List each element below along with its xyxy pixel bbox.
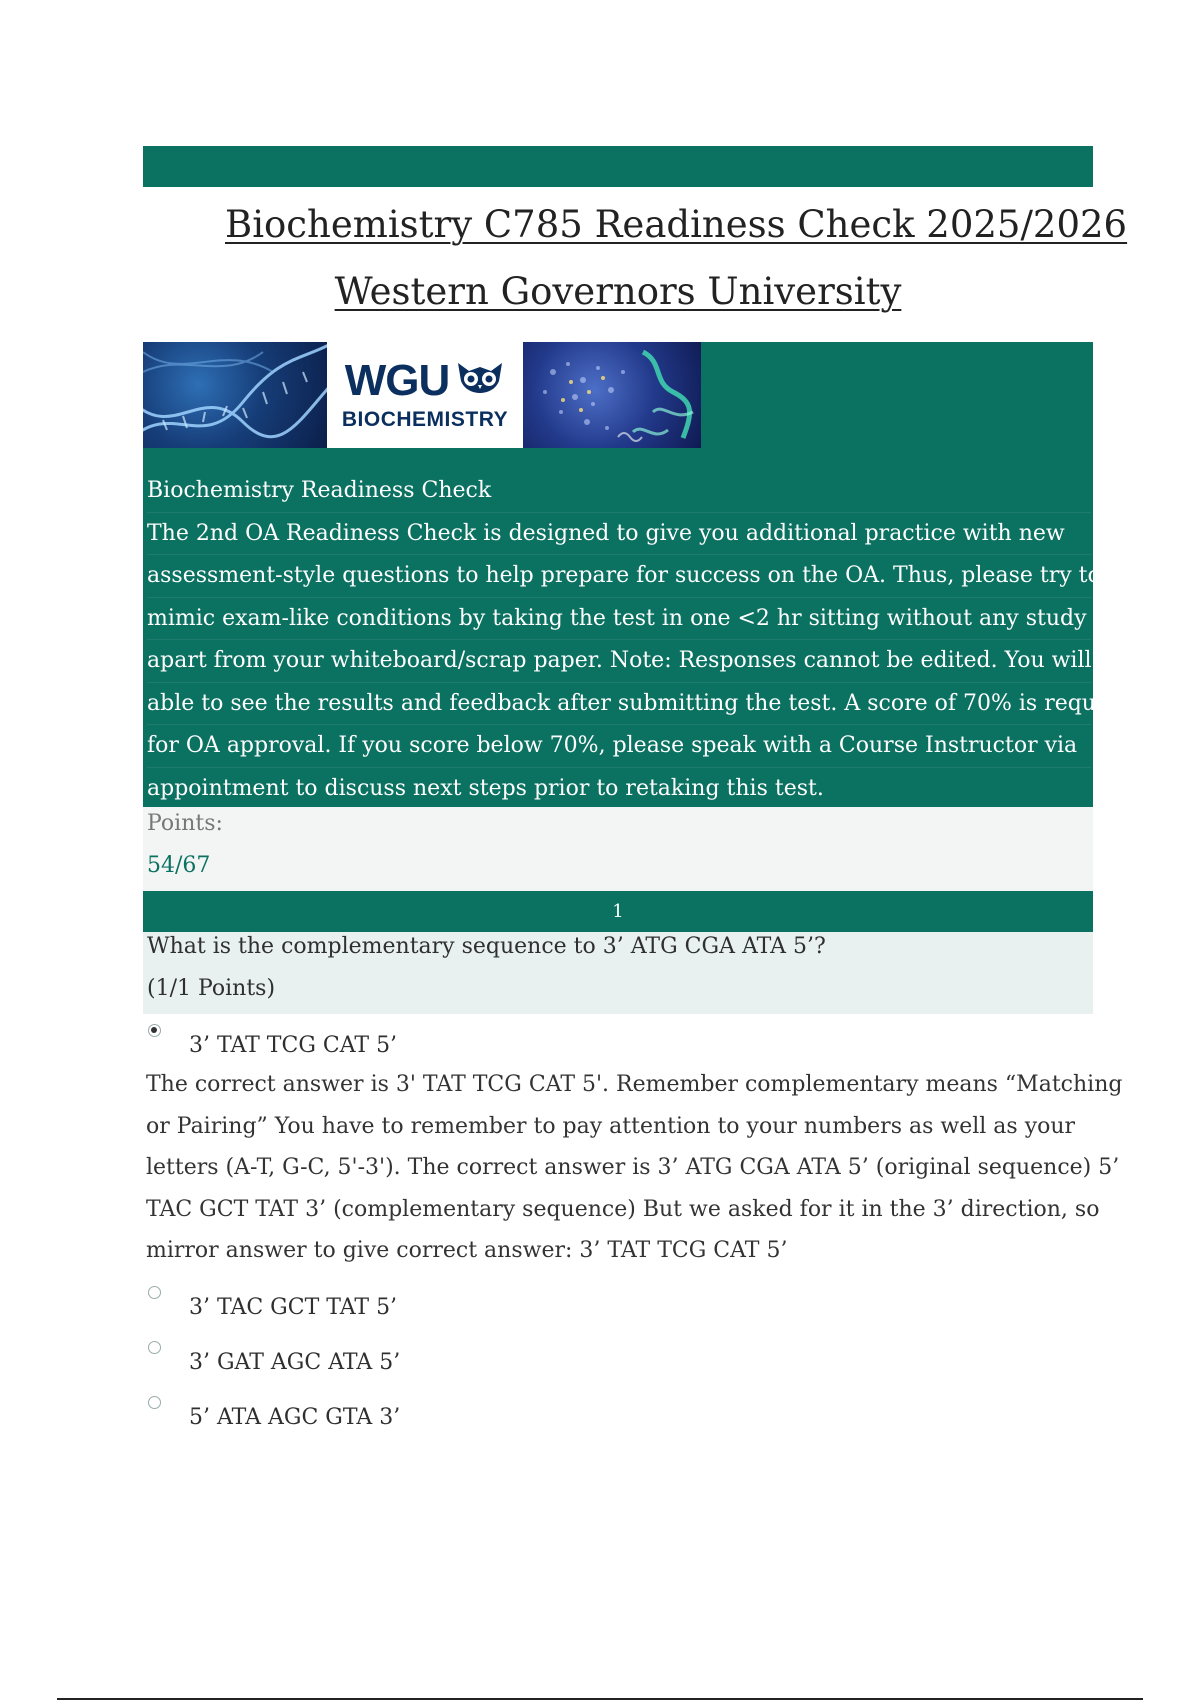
radio-unselected-icon[interactable] [148, 1396, 161, 1409]
option-label: 5’ ATA AGC GTA 3’ [189, 1405, 401, 1430]
score-summary [143, 807, 1093, 891]
question-text: What is the complementary sequence to 3’ ATG CGA ATA 5’? [147, 934, 826, 959]
question-number: 1 [612, 901, 624, 922]
points-label: Points: [147, 811, 223, 836]
option-label: 3’ TAT TCG CAT 5’ [189, 1033, 398, 1058]
option-label: 3’ TAC GCT TAT 5’ [189, 1295, 398, 1320]
radio-selected-icon[interactable] [148, 1024, 161, 1037]
answer-option-3[interactable] [148, 1340, 400, 1375]
description-line: appointment to discuss next steps prior to retaking this test. [147, 768, 1091, 811]
protein-structure-image [523, 342, 701, 448]
answer-option-4[interactable] [148, 1395, 400, 1430]
feedback-line: or Pairing” You have to remember to pay attention to your numbers as well as your [146, 1113, 1076, 1139]
option-label: 3’ GAT AGC ATA 5’ [189, 1350, 401, 1375]
feedback-line: The correct answer is 3' TAT TCG CAT 5'. Remember complementary means “Matching [146, 1072, 1123, 1097]
question-number-bar [143, 891, 1093, 932]
description-line: able to see the results and feedback after submitting the test. A score of 70% is required [147, 683, 1091, 726]
feedback-line: TAC GCT TAT 3’ (complementary sequence) But we asked for it in the 3’ direction, so [146, 1196, 1100, 1222]
description-line: mimic exam-like conditions by taking the test in one <2 hr sitting without any study aids [147, 598, 1091, 641]
feedback-line: mirror answer to give correct answer: 3’ TAT TCG CAT 5’ [146, 1238, 788, 1263]
question-header [143, 932, 1093, 1014]
owl-icon [455, 358, 505, 404]
banner-description [147, 470, 1141, 810]
answer-feedback [146, 1064, 1123, 1272]
answer-option-2[interactable] [148, 1285, 397, 1320]
description-line: assessment-style questions to help prepare for success on the OA. Thus, please try to [147, 555, 1091, 598]
feedback-line: letters (A-T, G-C, 5'-3'). The correct answer is 3’ ATG CGA ATA 5’ (original sequence) 5’ [146, 1155, 1120, 1180]
document-title: Biochemistry C785 Readiness Check 2025/2026 [225, 203, 1128, 246]
readiness-banner [143, 342, 1141, 807]
header-band [143, 146, 1093, 187]
description-line: The 2nd OA Readiness Check is designed to give you additional practice with new [147, 513, 1091, 556]
description-line: for OA approval. If you score below 70%, please speak with a Course Instructor via [147, 725, 1091, 768]
description-line: apart from your whiteboard/scrap paper. Note: Responses cannot be edited. You will be [147, 640, 1091, 683]
points-value: 54/67 [147, 853, 211, 878]
banner-heading: Biochemistry Readiness Check [147, 470, 1091, 513]
radio-unselected-icon[interactable] [148, 1341, 161, 1354]
dna-helix-image [143, 342, 327, 448]
logo-wordmark: WGU [344, 356, 450, 405]
question-points: (1/1 Points) [147, 976, 276, 1001]
banner-images [143, 342, 701, 448]
wgu-logo [327, 342, 523, 448]
answer-option-1[interactable] [148, 1023, 397, 1058]
document-subtitle: Western Governors University [334, 270, 902, 313]
logo-subtitle: BIOCHEMISTRY [341, 408, 509, 431]
radio-unselected-icon[interactable] [148, 1286, 161, 1299]
